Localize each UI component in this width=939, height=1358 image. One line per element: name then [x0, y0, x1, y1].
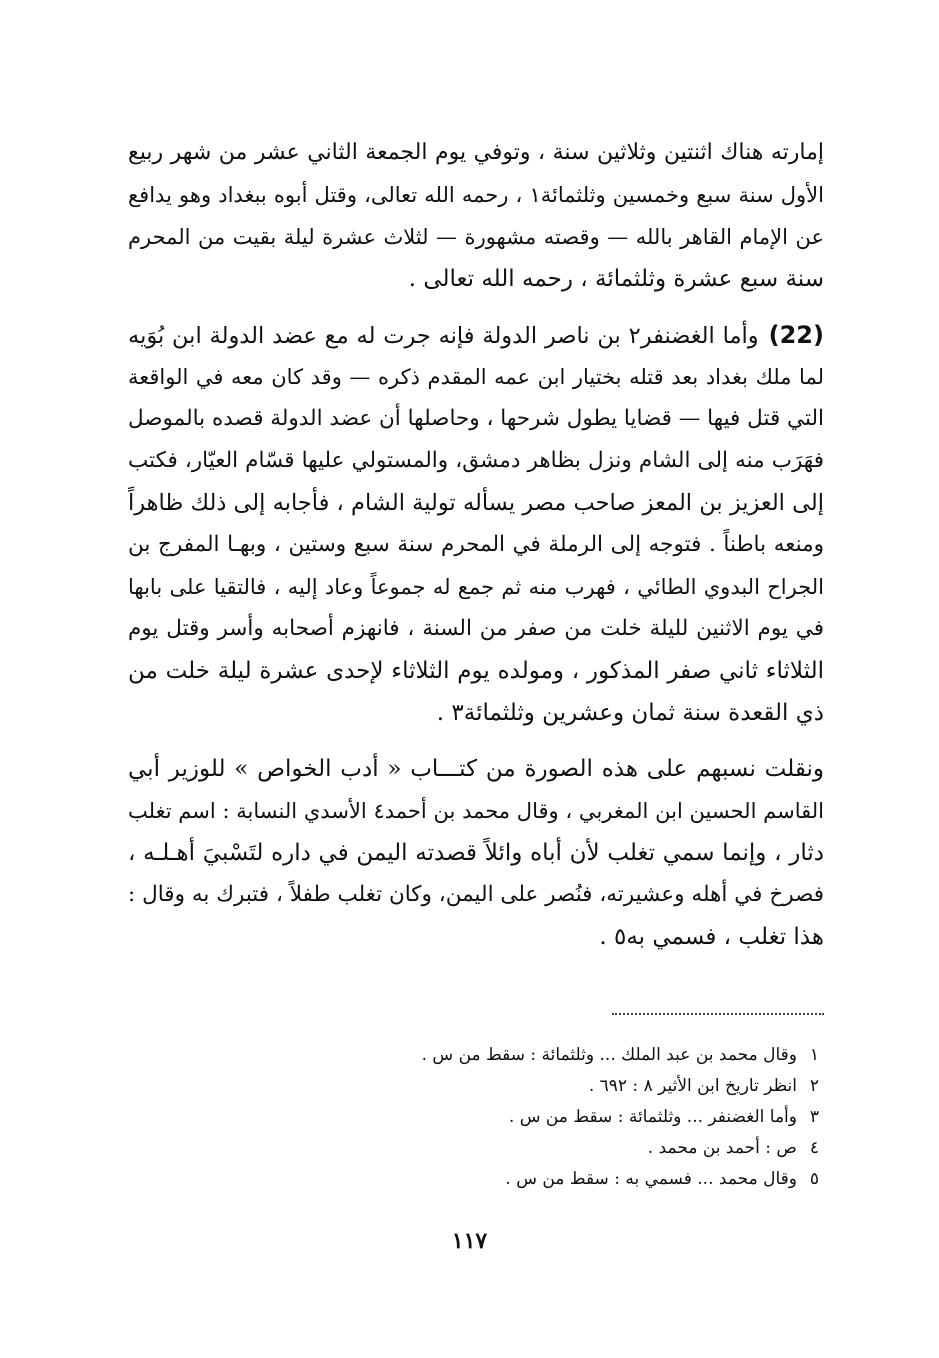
footnote-text: انظر تاريخ ابن الأثير ٨ : ٦٩٢ .	[588, 1076, 797, 1096]
footnote-item	[319, 1133, 819, 1164]
text-line: فهَرَب منه إلى الشام ونزل بظاهر دمشق، والمستولي عليها قسّام العيّار، فكتب	[128, 448, 824, 473]
footnote-text: ص : أحمد بن محمد .	[647, 1138, 797, 1158]
text-line: لما ملك بغداد بعد قتله بختيار ابن عمه المقدم ذكره — وقد كان معه في الواقعة	[128, 365, 824, 389]
text-line: الجراح البدوي الطائي ، فهرب منه ثم جمع له جموعاً وعاد إليه ، فالتقيا على بابها	[128, 575, 824, 599]
text-line: فصرخ في أهله وعشيرته، فنُصر على اليمن، وكان تغلب طفلاً ، فتبرك به وقال :	[128, 882, 824, 907]
text-line: هذا تغلب ، فسمي به٥ .	[599, 924, 824, 950]
text-line: القاسم الحسين ابن المغربي ، وقال محمد بن أحمد٤ الأسدي النسابة : اسم تغلب	[128, 799, 824, 823]
text-line: ومنعه باطناً . فتوجه إلى الرملة في المحرم سنة سبع وستين ، وبهـا المفرج بن	[128, 532, 824, 557]
text-line: إمارته هناك اثنتين وثلاثين سنة ، وتوفي يوم الجمعة الثاني عشر من شهر ربيع	[128, 140, 824, 165]
text-line: التي قتل فيها — قضايا يطول شرحها ، وحاصلها أن عضد الدولة قصده بالموصل	[128, 406, 824, 431]
text-line: سنة سبع عشرة وثلثمائة ، رحمه الله تعالى .	[408, 266, 824, 292]
footnote-text: وأما الغضنفر ... وثلثمائة : سقط من س .	[508, 1107, 797, 1127]
footnote-number: ٤	[809, 1138, 819, 1158]
footnote-item	[319, 1164, 819, 1195]
paragraph-2	[128, 314, 824, 734]
text-line: في يوم الاثنين لليلة خلت من صفر من السنة ، فانهزم أصحابه وأسر وقتل يوم	[128, 616, 824, 641]
text-line	[128, 314, 824, 356]
footnote-number: ١	[809, 1045, 819, 1065]
page-number: ١١٧	[451, 1228, 488, 1254]
text-line: الأول سنة سبع وخمسين وثلثمائة١ ، رحمه الله تعالى، وقتل أبوه ببغداد وهو يدافع	[128, 183, 824, 207]
text-line: دثار ، وإنما سمي تغلب لأن أباه وائلاً قصدته اليمن في داره لتَسْبيَ أهـلـه ،	[128, 840, 824, 866]
footnote-item	[319, 1040, 819, 1071]
footnote-number: ٢	[809, 1076, 819, 1096]
footnote-text: وقال محمد ... فسمي به : سقط من س .	[505, 1169, 797, 1189]
footnote-number: ٣	[809, 1107, 819, 1127]
footnote-item	[319, 1102, 819, 1133]
footnote-item	[319, 1071, 819, 1102]
footnotes	[319, 1040, 819, 1195]
footnote-number: ٥	[809, 1169, 819, 1189]
text-line: ذي القعدة سنة ثمان وعشرين وثلثمائة٣ .	[436, 700, 824, 726]
footnote-text: وقال محمد بن عبد الملك ... وثلثمائة : سقط من س .	[421, 1045, 797, 1065]
text-line: ونقلت نسبهم على هذه الصورة من كتـــاب « أدب الخواص » للوزير أبي	[128, 756, 824, 782]
footnote-separator	[612, 1013, 824, 1015]
paragraph-number: (22)	[768, 321, 824, 349]
text-line: إلى العزيز بن المعز صاحب مصر يسأله تولية الشام ، فأجابه إلى ذلك ظاهراً	[128, 490, 824, 516]
text-line: عن الإمام القاهر بالله — وقصته مشهورة — لثلاث عشرة ليلة بقيت من المحرم	[128, 225, 824, 249]
paragraph-1	[128, 132, 824, 300]
paragraph-3	[128, 748, 824, 958]
text-line: الثلاثاء ثاني صفر المذكور ، ومولده يوم الثلاثاء لإحدى عشرة ليلة خلت من	[128, 658, 824, 684]
text-line-content: وأما الغضنفر٢ بن ناصر الدولة فإنه جرت له مع عضد الدولة ابن بُوَيه	[128, 323, 759, 349]
main-text	[128, 132, 824, 958]
